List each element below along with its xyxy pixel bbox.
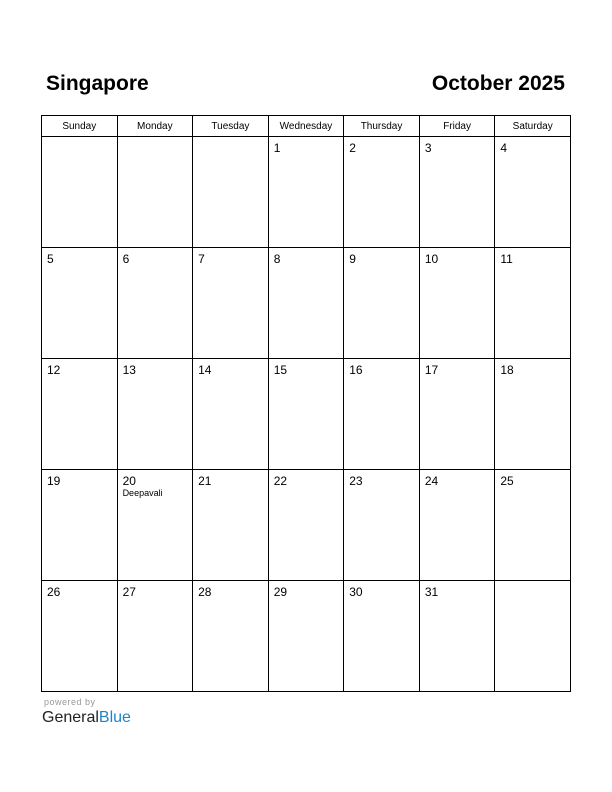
day-cell bbox=[495, 248, 571, 359]
day-number: 18 bbox=[500, 363, 514, 377]
day-number: 3 bbox=[424, 141, 432, 155]
day-number: 22 bbox=[273, 474, 288, 488]
day-cell bbox=[193, 581, 269, 692]
day-cell bbox=[419, 470, 495, 581]
week-row bbox=[42, 470, 571, 581]
day-cell bbox=[344, 359, 420, 470]
brand-general-text: General bbox=[42, 709, 99, 726]
footer-branding bbox=[42, 697, 131, 728]
day-number: 15 bbox=[273, 363, 288, 377]
day-number: 25 bbox=[500, 474, 514, 488]
day-cell bbox=[117, 359, 193, 470]
weekday-header: Monday bbox=[117, 116, 193, 137]
day-cell bbox=[419, 581, 495, 692]
generalblue-logo[interactable] bbox=[42, 708, 131, 728]
holiday-label: Deepavali bbox=[122, 488, 163, 498]
day-number bbox=[193, 137, 268, 141]
day-cell bbox=[42, 581, 118, 692]
week-row bbox=[42, 359, 571, 470]
day-cell bbox=[268, 470, 344, 581]
day-number: 20 bbox=[122, 474, 136, 488]
day-cell bbox=[344, 470, 420, 581]
day-cell bbox=[344, 137, 420, 248]
day-cell bbox=[419, 248, 495, 359]
day-number: 4 bbox=[500, 141, 508, 155]
day-cell bbox=[344, 248, 420, 359]
brand-blue-text: Blue bbox=[98, 709, 131, 726]
day-cell bbox=[193, 137, 269, 248]
day-cell bbox=[344, 581, 420, 692]
day-cell bbox=[117, 137, 193, 248]
day-cell bbox=[117, 248, 193, 359]
day-number: 17 bbox=[424, 363, 439, 377]
day-cell bbox=[42, 137, 118, 248]
day-number: 7 bbox=[198, 252, 205, 266]
weekday-header: Saturday bbox=[495, 116, 571, 137]
day-number: 24 bbox=[424, 474, 439, 488]
day-number bbox=[118, 137, 193, 141]
day-cell bbox=[117, 581, 193, 692]
powered-by-text: powered by bbox=[44, 697, 96, 707]
day-number: 6 bbox=[122, 252, 130, 266]
day-cell bbox=[495, 137, 571, 248]
day-number: 30 bbox=[349, 585, 363, 599]
day-number: 8 bbox=[273, 252, 281, 266]
day-number: 9 bbox=[349, 252, 356, 266]
day-cell bbox=[193, 248, 269, 359]
day-number: 12 bbox=[47, 363, 61, 377]
day-number: 19 bbox=[47, 474, 61, 488]
week-row bbox=[42, 137, 571, 248]
day-cell bbox=[268, 359, 344, 470]
day-number: 16 bbox=[349, 363, 363, 377]
day-number bbox=[42, 137, 117, 141]
weekday-header: Friday bbox=[419, 116, 495, 137]
weekday-header-row bbox=[42, 116, 571, 137]
day-number: 26 bbox=[47, 585, 61, 599]
day-number: 2 bbox=[349, 141, 356, 155]
day-number: 27 bbox=[122, 585, 136, 599]
day-cell bbox=[268, 137, 344, 248]
day-number: 14 bbox=[198, 363, 212, 377]
country-title: Singapore bbox=[46, 72, 149, 95]
day-number: 10 bbox=[424, 252, 439, 266]
weekday-header: Sunday bbox=[42, 116, 118, 137]
weekday-header: Thursday bbox=[344, 116, 420, 137]
day-cell bbox=[495, 470, 571, 581]
day-number: 5 bbox=[47, 252, 54, 266]
day-cell bbox=[42, 359, 118, 470]
day-number: 21 bbox=[198, 474, 212, 488]
month-title: October 2025 bbox=[431, 72, 565, 95]
day-cell bbox=[117, 470, 193, 581]
day-cell bbox=[42, 470, 118, 581]
day-number: 29 bbox=[273, 585, 288, 599]
day-number: 28 bbox=[198, 585, 212, 599]
day-cell bbox=[268, 581, 344, 692]
day-cell bbox=[419, 359, 495, 470]
day-number: 31 bbox=[424, 585, 439, 599]
weekday-header: Wednesday bbox=[268, 116, 344, 137]
day-number: 13 bbox=[122, 363, 136, 377]
weekday-header: Tuesday bbox=[193, 116, 269, 137]
day-number: 11 bbox=[500, 252, 513, 266]
day-number: 1 bbox=[273, 141, 281, 155]
day-cell bbox=[495, 359, 571, 470]
day-cell bbox=[268, 248, 344, 359]
day-cell bbox=[193, 470, 269, 581]
calendar-grid bbox=[41, 115, 571, 692]
day-cell bbox=[495, 581, 571, 692]
week-row bbox=[42, 248, 571, 359]
day-cell bbox=[42, 248, 118, 359]
day-number: 23 bbox=[349, 474, 363, 488]
day-cell bbox=[419, 137, 495, 248]
week-row bbox=[42, 581, 571, 692]
day-cell bbox=[193, 359, 269, 470]
day-number bbox=[495, 581, 570, 585]
